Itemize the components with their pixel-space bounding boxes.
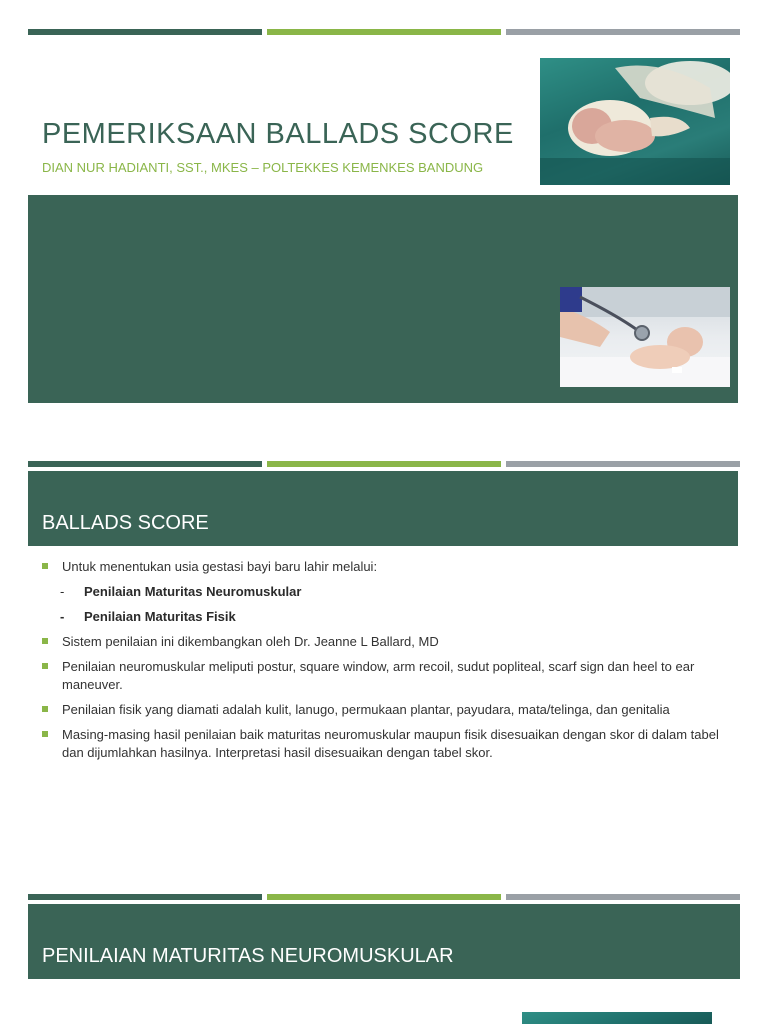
bullet-list [42, 558, 722, 769]
bar-gray [506, 461, 740, 467]
list-item [42, 726, 722, 762]
dash-marker: - [60, 609, 65, 624]
dash-marker: - [60, 584, 65, 599]
sub-item [42, 608, 722, 626]
square-bullet-icon [42, 563, 48, 569]
section-header [28, 904, 740, 979]
square-bullet-icon [42, 706, 48, 712]
list-item [42, 558, 722, 576]
list-item-text: Penilaian fisik yang diamati adalah kulit, lanugo, permukaan plantar, payudara, mata/telinga, dan genitalia [62, 702, 670, 717]
sub-item [42, 583, 722, 601]
bar-gray [506, 29, 740, 35]
list-item [42, 701, 722, 719]
slide-subtitle: DIAN NUR HADIANTI, SST., MKES – POLTEKKES KEMENKES BANDUNG [42, 160, 484, 175]
square-bullet-icon [42, 663, 48, 669]
newborn-photo [540, 58, 730, 185]
bar-light-green [267, 461, 501, 467]
bar-dark-green [28, 29, 262, 35]
slide3-color-bars [28, 894, 740, 900]
list-item-text: Sistem penilaian ini dikembangkan oleh Dr. Jeanne L Ballard, MD [62, 634, 439, 649]
sub-item-text: Penilaian Maturitas Fisik [84, 609, 236, 624]
bar-gray [506, 894, 740, 900]
section-title: PENILAIAN MATURITAS NEUROMUSKULAR [42, 945, 454, 967]
square-bullet-icon [42, 638, 48, 644]
bar-light-green [267, 894, 501, 900]
stethoscope-illustration [560, 287, 730, 387]
slide2-color-bars [28, 461, 740, 467]
slide-title: PEMERIKSAAN BALLADS SCORE [42, 118, 514, 150]
sub-item-text: Penilaian Maturitas Neuromuskular [84, 584, 302, 599]
bar-dark-green [28, 894, 262, 900]
list-item-text: Masing-masing hasil penilaian baik maturitas neuromuskular maupun fisik disesuaikan dengan skor di dalam tabel dan dijumlahkan hasilnya. Interpretasi hasil disesuaikan dengan tabel skor. [62, 727, 719, 760]
newborn-illustration [540, 58, 730, 185]
bar-dark-green [28, 461, 262, 467]
top-color-bars [28, 29, 740, 35]
list-item-text: Penilaian neuromuskular meliputi postur, square window, arm recoil, sudut popliteal, scarf sign dan heel to ear maneuver. [62, 659, 695, 692]
section-title: BALLADS SCORE [42, 512, 209, 534]
newborn-photo-partial [522, 1012, 712, 1024]
stethoscope-baby-photo [560, 287, 730, 387]
list-item [42, 658, 722, 694]
list-item [42, 633, 722, 651]
list-item-text: Untuk menentukan usia gestasi bayi baru lahir melalui: [62, 559, 378, 574]
bar-light-green [267, 29, 501, 35]
section-header [28, 471, 738, 546]
square-bullet-icon [42, 731, 48, 737]
